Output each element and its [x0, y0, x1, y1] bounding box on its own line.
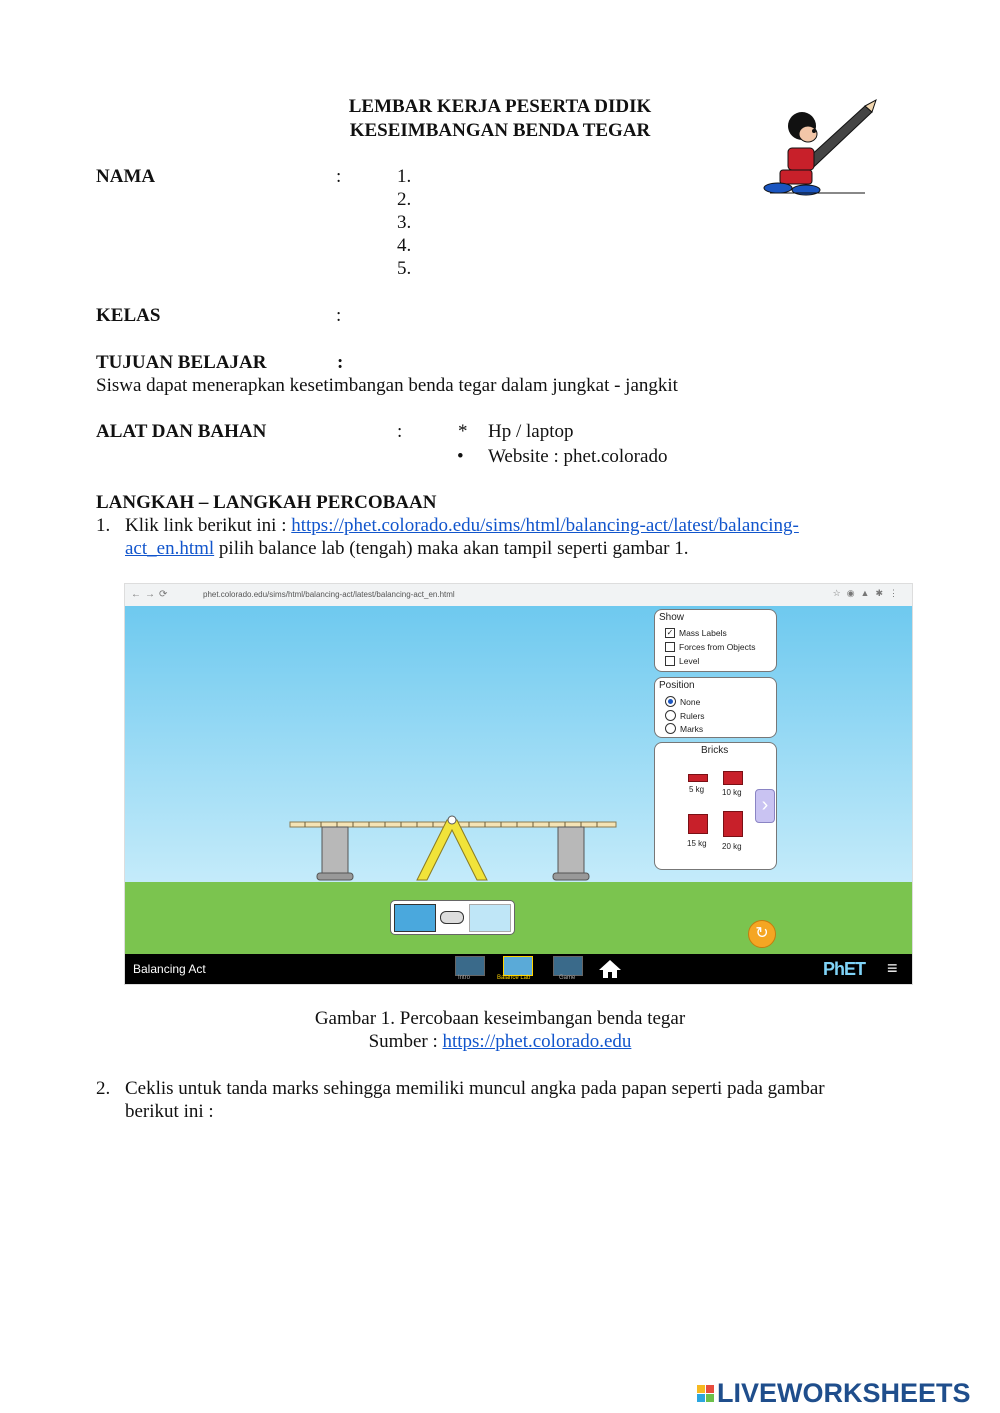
alat-bullet-2: • — [457, 446, 464, 467]
reset-icon[interactable]: ↻ — [748, 920, 776, 948]
seesaw-fulcrum — [417, 820, 487, 880]
screen-intro-icon[interactable] — [455, 956, 485, 976]
radio-selected-icon[interactable] — [665, 696, 676, 707]
tujuan-text: Siswa dapat menerapkan kesetimbangan benda tegar dalam jungkat - jangkit — [96, 375, 678, 396]
step-1-line-1 — [125, 515, 799, 537]
simulation-screenshot — [124, 583, 913, 985]
home-icon[interactable] — [597, 958, 623, 980]
brick-10kg[interactable] — [723, 771, 743, 785]
browser-url[interactable]: phet.colorado.edu/sims/html/balancing-act/latest/balancing-act_en.html — [203, 590, 455, 599]
title-line-2: KESEIMBANGAN BENDA TEGAR — [349, 120, 651, 141]
seesaw-drawing — [125, 584, 912, 954]
position-marks[interactable] — [665, 723, 703, 734]
alat-label: ALAT DAN BAHAN — [96, 421, 267, 442]
show-panel-title: Show — [659, 612, 685, 623]
view-toggle[interactable] — [390, 900, 515, 935]
brick-20kg-label: 20 kg — [722, 842, 742, 851]
step-1-number: 1. — [96, 515, 111, 536]
checkbox-icon[interactable] — [665, 642, 675, 652]
langkah-heading: LANGKAH – LANGKAH PERCOBAAN — [96, 492, 437, 513]
fulcrum-pivot — [448, 816, 456, 824]
position-panel — [654, 677, 777, 738]
marks-text: Marks — [680, 723, 704, 734]
checkbox-icon[interactable] — [665, 656, 675, 666]
phet-link-part-1[interactable]: https://phet.colorado.edu/sims/html/balancing-act/latest/balancing- — [291, 515, 799, 536]
kelas-colon: : — [336, 305, 342, 326]
toggle-option-with-supports[interactable] — [394, 904, 436, 932]
kelas-label: KELAS — [96, 305, 161, 326]
figure-source — [0, 1031, 1000, 1053]
nama-number-5: 5. — [397, 258, 412, 279]
show-level[interactable] — [665, 656, 699, 666]
left-support-column — [322, 827, 348, 873]
screen-balance-lab-label[interactable]: Balance Lab — [497, 975, 531, 981]
bricks-panel-title: Bricks — [701, 745, 729, 756]
sim-navbar — [125, 954, 912, 984]
brick-15kg[interactable] — [688, 814, 708, 834]
nama-number-1: 1. — [397, 166, 412, 187]
screen-game-icon[interactable] — [553, 956, 583, 976]
screen-game-label[interactable]: Game — [559, 975, 576, 981]
alat-item-2: Website : phet.colorado — [488, 446, 668, 467]
brick-5kg-label: 5 kg — [689, 785, 705, 794]
step-1-line-2 — [125, 538, 688, 560]
checkbox-checked-icon[interactable]: ✓ — [666, 628, 674, 637]
nama-label: NAMA — [96, 166, 156, 187]
right-support-column — [558, 827, 584, 873]
nama-number-4: 4. — [397, 235, 412, 256]
level-text: Level — [679, 656, 700, 666]
nama-number-2: 2. — [397, 189, 412, 210]
step-2-line-1: Ceklis untuk tanda marks sehingga memiliki muncul angka pada papan seperti pada gambar — [125, 1078, 825, 1099]
mass-labels-text: Mass Labels — [679, 628, 727, 638]
nama-colon: : — [336, 166, 342, 187]
show-forces[interactable] — [665, 642, 756, 652]
phet-link-part-2[interactable]: act_en.html — [125, 538, 215, 559]
rulers-text: Rulers — [680, 710, 705, 721]
figure-caption: Gambar 1. Percobaan keseimbangan benda tegar — [314, 1008, 686, 1029]
hamburger-menu-icon[interactable]: ≡ — [887, 958, 898, 978]
radio-icon[interactable] — [665, 710, 676, 721]
screen-intro-label[interactable]: Intro — [458, 975, 471, 981]
alat-item-1: Hp / laptop — [488, 421, 574, 442]
liveworksheets-grid-icon — [697, 1385, 714, 1402]
nama-number-3: 3. — [397, 212, 412, 233]
show-panel — [654, 609, 777, 672]
next-page-chevron-icon[interactable]: › — [755, 789, 775, 823]
brick-15kg-label: 15 kg — [687, 839, 707, 848]
screen-balance-lab-icon[interactable] — [503, 956, 533, 976]
alat-bullet-1: * — [458, 421, 468, 442]
liveworksheets-text: LIVEWORKSHEETS — [717, 1378, 971, 1408]
tujuan-label: TUJUAN BELAJAR — [96, 352, 267, 373]
tujuan-colon: : — [337, 352, 344, 373]
browser-nav-icons: ←→⟳ — [131, 589, 172, 600]
brick-5kg[interactable] — [688, 774, 708, 782]
liveworksheets-logo — [697, 1378, 971, 1409]
app-name: Balancing Act — [133, 962, 206, 976]
alat-colon: : — [397, 421, 403, 442]
position-panel-title: Position — [659, 680, 695, 691]
source-link[interactable]: https://phet.colorado.edu — [442, 1031, 632, 1052]
radio-icon[interactable] — [665, 723, 676, 734]
left-support-base — [317, 873, 353, 880]
position-rulers[interactable] — [665, 710, 705, 721]
source-prefix: Sumber : — [368, 1031, 443, 1052]
right-support-base — [553, 873, 589, 880]
step-1-suffix: pilih balance lab (tengah) maka akan tampil seperti gambar 1. — [214, 538, 689, 559]
step-2-number: 2. — [96, 1078, 111, 1099]
toggle-option-without-supports[interactable] — [469, 904, 511, 932]
step-2-line-2: berikut ini : — [125, 1101, 214, 1122]
step-1-prefix: Klik link berikut ini : — [125, 515, 292, 536]
forces-text: Forces from Objects — [679, 642, 756, 652]
title-line-1: LEMBAR KERJA PESERTA DIDIK — [348, 96, 652, 117]
phet-logo: PhET — [823, 959, 866, 979]
browser-extension-icons: ☆◉▲✱⋮ — [832, 588, 904, 598]
brick-20kg[interactable] — [723, 811, 743, 837]
brick-10kg-label: 10 kg — [722, 788, 742, 797]
toggle-switch[interactable] — [440, 911, 464, 924]
pencil-cartoon-icon — [760, 98, 880, 198]
none-text: None — [680, 696, 701, 707]
show-mass-labels[interactable] — [665, 628, 727, 638]
position-none[interactable] — [665, 696, 700, 707]
